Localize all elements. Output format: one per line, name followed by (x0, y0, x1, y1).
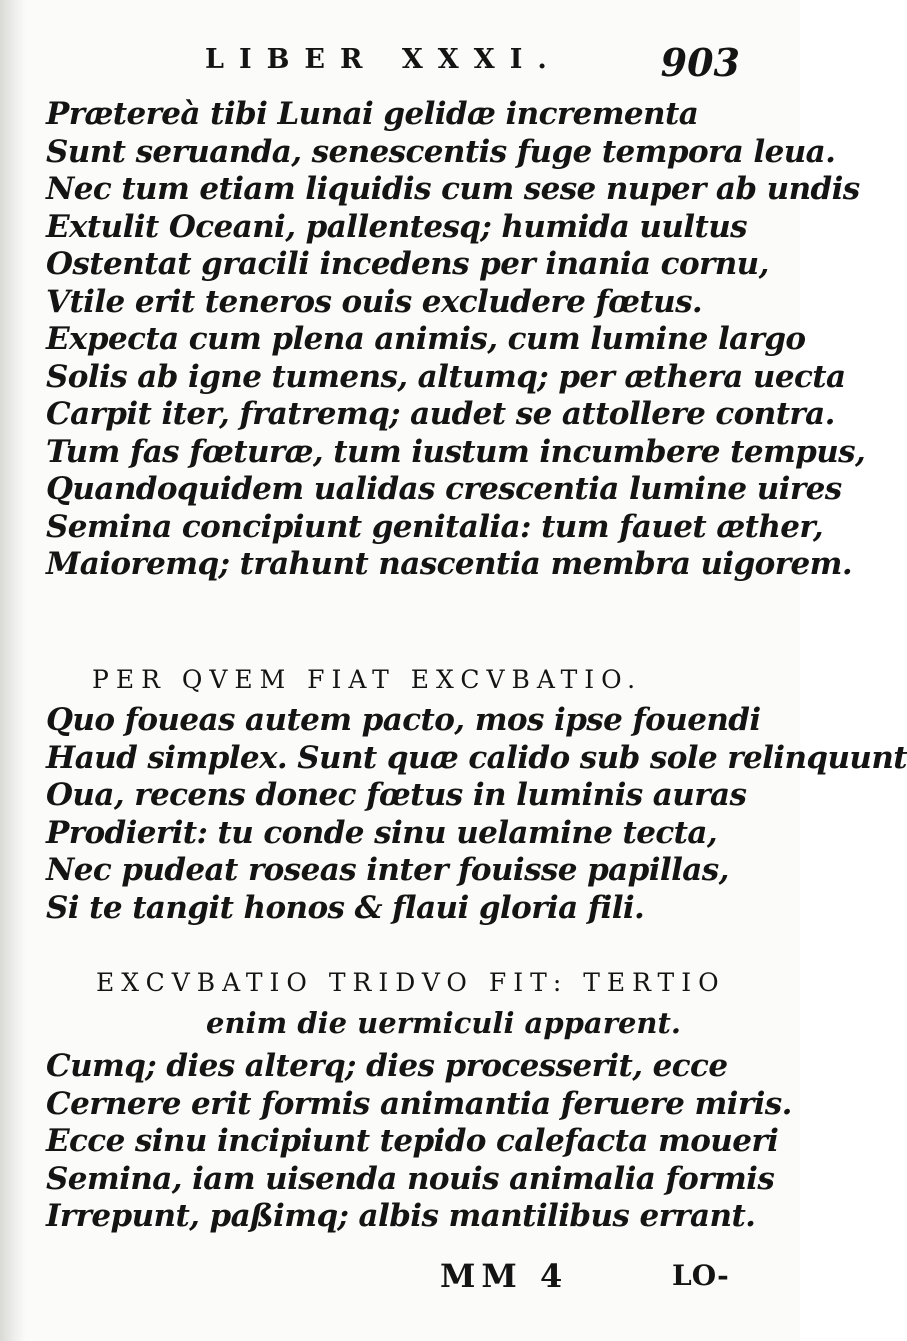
section-heading-1 (92, 665, 760, 694)
verse-line: Si te tangit honos & flaui gloria fili. (46, 889, 645, 926)
verse-line: Extulit Oceani, pallentesq; humida uultus (46, 208, 747, 245)
page-number: 903 (660, 40, 740, 85)
catchword: LO- (672, 1259, 729, 1292)
running-head: LIBER XXXI. (205, 44, 562, 75)
verse-block-3 (46, 1048, 792, 1236)
verse-line: Vtile erit teneros ouis excludere fœtus. (46, 283, 703, 320)
section-heading-2-continuation (46, 1006, 760, 1040)
verse-line: Nec pudeat roseas inter fouisse papillas, (46, 852, 729, 888)
section-subheading: enim die uermiculi apparent. (206, 1006, 682, 1040)
verse-line: Semina concipiunt genitalia: tum fauet æther, (46, 508, 824, 545)
section-heading: PER QVEM FIAT EXCVBATIO. (92, 665, 643, 694)
verse-line: Cumq; dies alterq; dies processerit, ecce (46, 1048, 728, 1084)
verse-line: Prætereà tibi Lunai gelidæ incrementa (46, 96, 699, 132)
verse-block-1 (46, 96, 866, 584)
verse-line: Nec tum etiam liquidis cum sese nuper ab undis (46, 171, 860, 207)
verse-line: Expecta cum plena animis, cum lumine largo (46, 321, 806, 357)
page-edge-shadow (0, 0, 26, 1341)
verse-line: Haud simplex. Sunt quæ calido sub sole relinquunt (46, 739, 907, 776)
verse-line: Tum fas fœturæ, tum iustum incumbere tempus, (46, 433, 866, 470)
verse-line: Oua, recens donec fœtus in luminis auras (46, 777, 747, 813)
verse-line: Ecce sinu incipiunt tepido calefacta moueri (46, 1123, 779, 1159)
verse-line: Maioremq; trahunt nascentia membra uigorem. (46, 546, 853, 582)
verse-block-2 (46, 702, 907, 927)
verse-line: Solis ab igne tumens, altumq; per æthera uecta (46, 358, 846, 395)
verse-line: Cernere erit formis animantia feruere miris. (46, 1085, 792, 1122)
verse-line: Sunt seruanda, senescentis fuge tempora leua. (46, 133, 836, 170)
verse-line: Irrepunt, paßimq; albis mantilibus errant. (46, 1198, 756, 1234)
verse-line: Ostentat gracili incedens per inania cornu, (46, 246, 769, 282)
section-heading-2 (96, 968, 760, 997)
verse-line: Carpit iter, fratremq; audet se attollere contra. (46, 396, 835, 432)
verse-line: Prodierit: tu conde sinu uelamine tecta, (46, 814, 718, 851)
verse-line: Quo foueas autem pacto, mos ipse fouendi (46, 702, 761, 738)
signature-mark: MM 4 (440, 1257, 569, 1295)
verse-line: Quandoquidem ualidas crescentia lumine uires (46, 471, 842, 507)
section-heading: EXCVBATIO TRIDVO FIT: TERTIO (96, 968, 726, 997)
verse-line: Semina, iam uisenda nouis animalia formis (46, 1160, 775, 1197)
